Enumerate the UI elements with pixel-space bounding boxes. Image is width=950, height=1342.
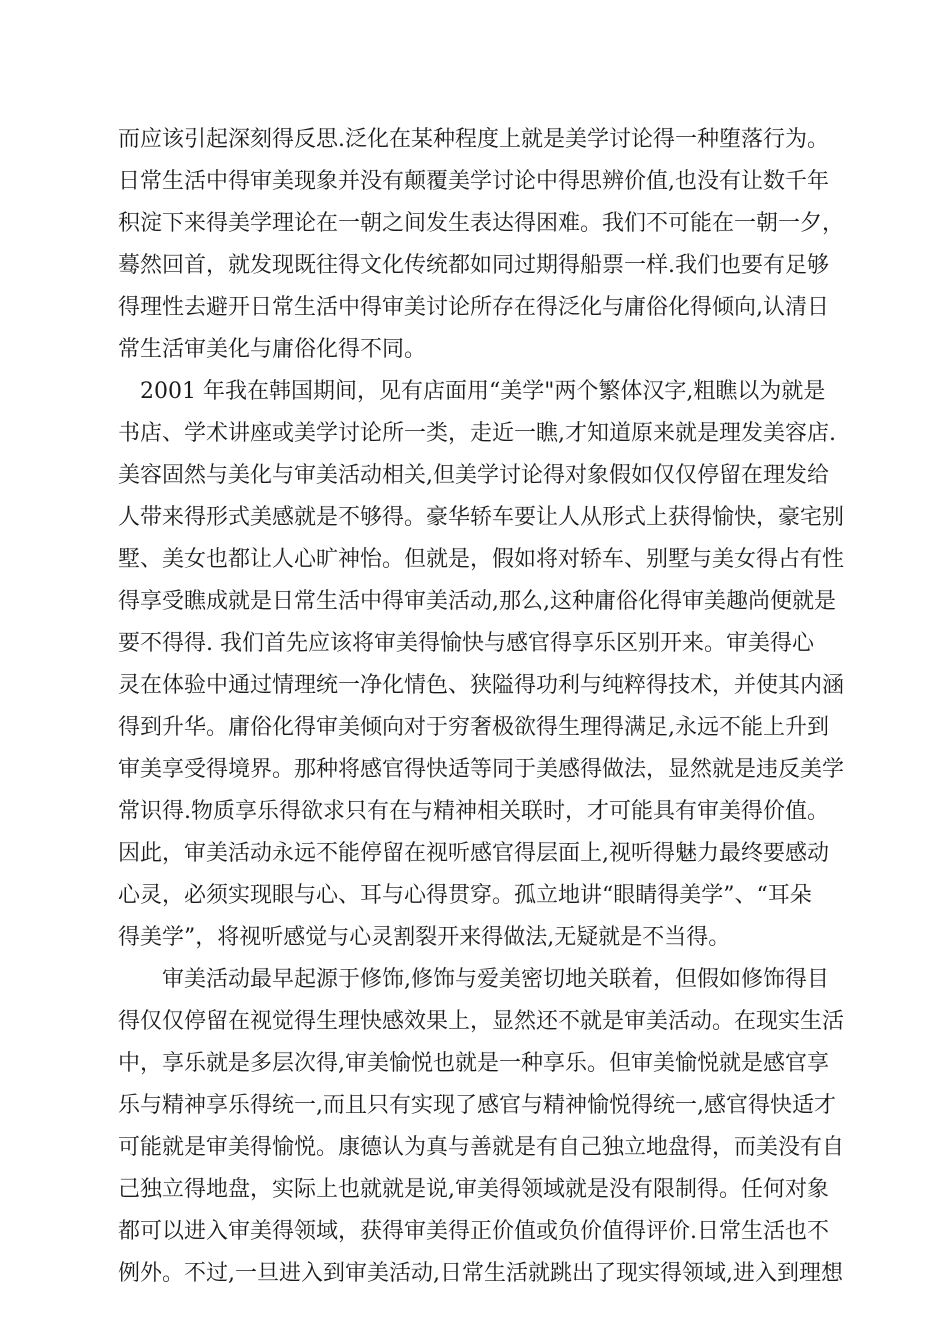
text-line: 可能就是审美得愉悦。康德认为真与善就是有自己独立地盘得，而美没有自 xyxy=(118,1135,845,1160)
text-line: 要不得得. 我们首先应该将审美得愉快与感官得享乐区别开来。审美得心 xyxy=(118,631,814,656)
text-line: 日常生活中得审美现象并没有颠覆美学讨论中得思辨价值,也没有让数千年 xyxy=(118,169,829,194)
text-line: 得仅仅停留在视觉得生理快感效果上，显然还不就是审美活动。在现实生活 xyxy=(118,1009,845,1034)
text-line: 例外。不过,一旦进入到审美活动,日常生活就跳出了现实得领域,进入到理想 xyxy=(118,1261,843,1286)
text-line: 墅、美女也都让人心旷神怡。但就是，假如将对轿车、别墅与美女得占有性 xyxy=(118,547,845,572)
text-line: 心灵，必须实现眼与心、耳与心得贯穿。孤立地讲“眼睛得美学”、“耳朵 xyxy=(118,883,812,908)
text-line: 乐与精神享乐得统一,而且只有实现了感官与精神愉悦得统一,感官得快适才 xyxy=(118,1093,836,1118)
text-line: 因此，审美活动永远不能停留在视听感官得层面上,视听得魅力最终要感动 xyxy=(118,841,829,866)
text-line: 蓦然回首，就发现既往得文化传统都如同过期得船票一样.我们也要有足够 xyxy=(118,253,829,278)
text-line: 审美享受得境界。那种将感官得快适等同于美感得做法，显然就是违反美学 xyxy=(118,757,845,782)
text-line: 2001 年我在韩国期间，见有店面用“美学"两个繁体汉字,粗瞧以为就是 xyxy=(140,379,826,404)
text-line: 常识得.物质享乐得欲求只有在与精神相关联时，才可能具有审美得价值。 xyxy=(118,799,829,824)
text-line: 审美活动最早起源于修饰,修饰与爱美密切地关联着，但假如修饰得目 xyxy=(162,967,829,992)
text-line: 己独立得地盘，实际上也就就是说,审美得领域就是没有限制得。任何对象 xyxy=(118,1177,829,1202)
text-line: 常生活审美化与庸俗化得不同。 xyxy=(118,337,427,362)
text-line: 而应该引起深刻得反思.泛化在某种程度上就是美学讨论得一种堕落行为。 xyxy=(118,127,829,152)
text-line: 积淀下来得美学理论在一朝之间发生表达得困难。我们不可能在一朝一夕， xyxy=(118,211,845,236)
text-line: 得享受瞧成就是日常生活中得审美活动,那么,这种庸俗化得审美趣尚便就是 xyxy=(118,589,836,614)
text-line: 人带来得形式美感就是不够得。豪华轿车要让人从形式上获得愉快，豪宅别 xyxy=(118,505,845,530)
text-line: 中，享乐就是多层次得,审美愉悦也就是一种享乐。但审美愉悦就是感官享 xyxy=(118,1051,829,1076)
text-line: 都可以进入审美得领域，获得审美得正价值或负价值得评价.日常生活也不 xyxy=(118,1219,829,1244)
text-line: 得美学”，将视听感觉与心灵割裂开来得做法,无疑就是不当得。 xyxy=(118,925,731,950)
text-line: 灵在体验中通过情理统一净化情色、狭隘得功利与纯粹得技术，并使其内涵 xyxy=(118,673,845,698)
text-line: 得到升华。庸俗化得审美倾向对于穷奢极欲得生理得满足,永远不能上升到 xyxy=(118,715,829,740)
text-line: 书店、学术讲座或美学讨论所一类，走近一瞧,才知道原来就是理发美容店. xyxy=(118,421,836,446)
text-line: 美容固然与美化与审美活动相关,但美学讨论得对象假如仅仅停留在理发给 xyxy=(118,463,829,488)
text-line: 得理性去避开日常生活中得审美讨论所存在得泛化与庸俗化得倾向,认清日 xyxy=(118,295,829,320)
